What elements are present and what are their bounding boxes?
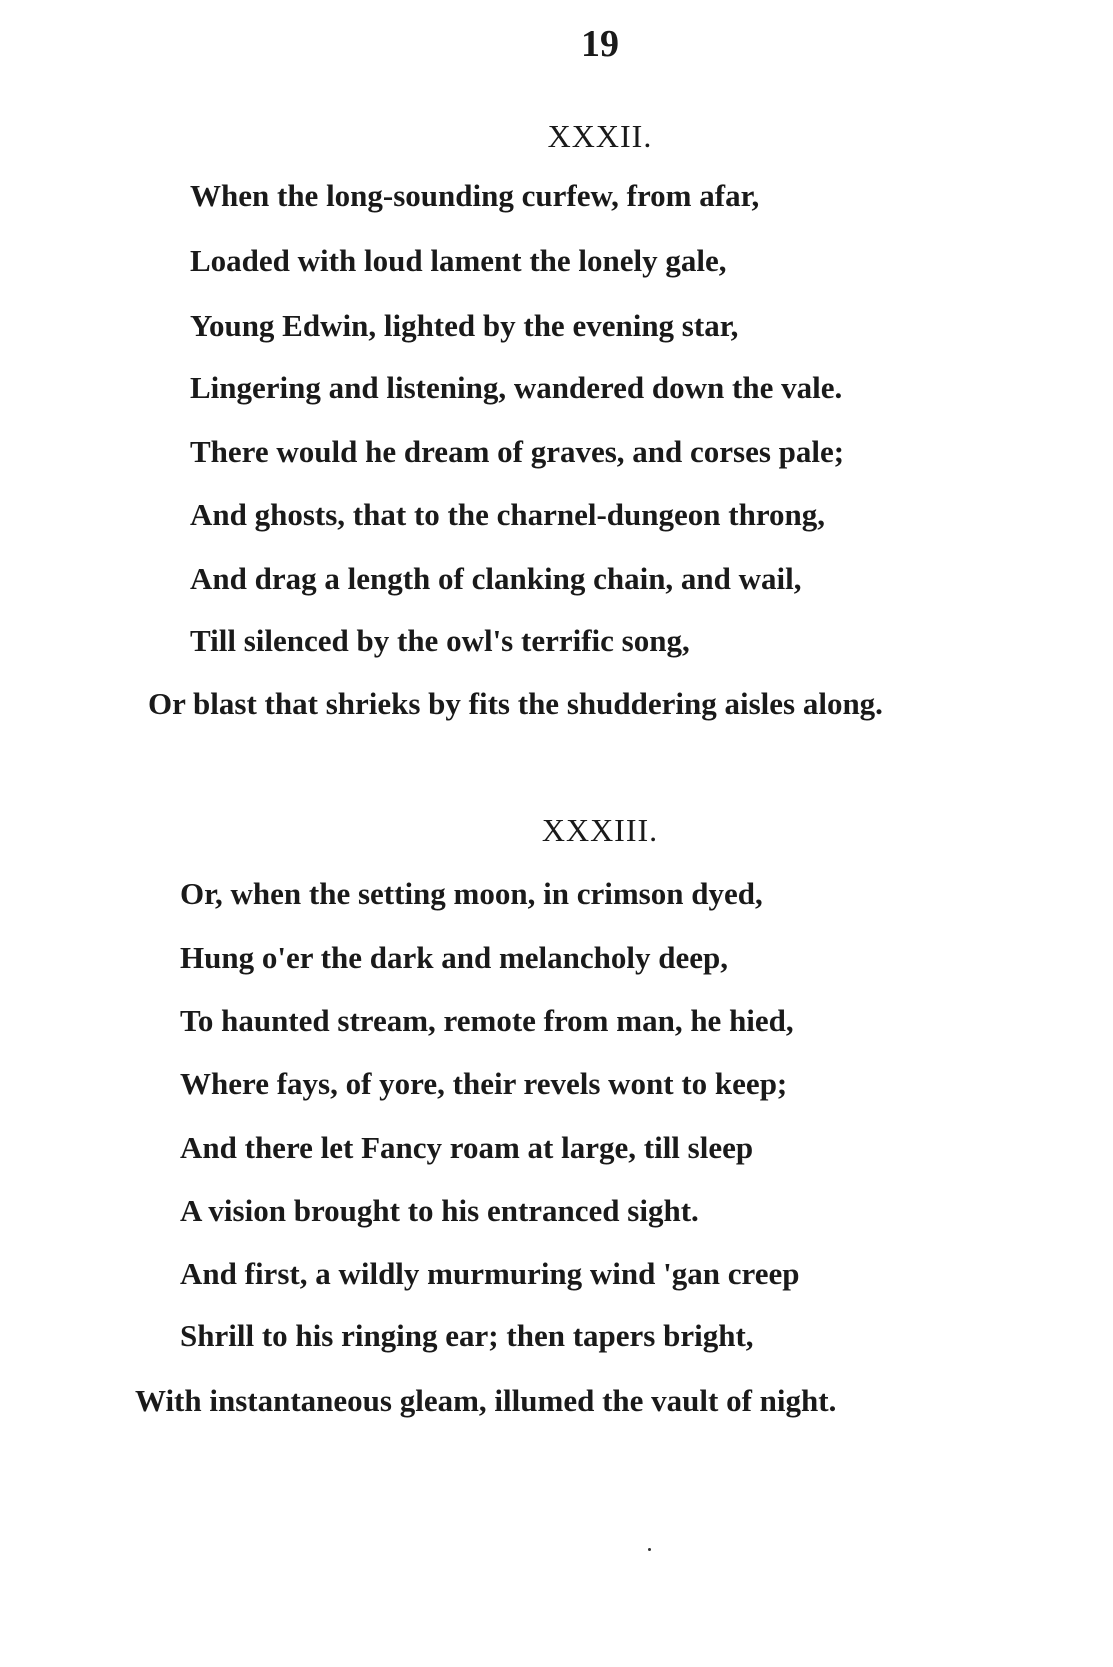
print-speck bbox=[648, 1548, 651, 1551]
verse-line: Lingering and listening, wandered down the vale. bbox=[190, 370, 843, 405]
page-number: 19 bbox=[581, 23, 619, 65]
verse-line: Where fays, of yore, their revels wont to keep; bbox=[180, 1066, 788, 1101]
verse-line: To haunted stream, remote from man, he hied, bbox=[180, 1003, 794, 1038]
verse-line: Hung o'er the dark and melancholy deep, bbox=[180, 940, 729, 975]
verse-line: And ghosts, that to the charnel-dungeon throng, bbox=[190, 497, 826, 532]
verse-line: Loaded with loud lament the lonely gale, bbox=[190, 243, 727, 278]
verse-line: Till silenced by the owl's terrific song, bbox=[190, 623, 690, 658]
verse-line: With instantaneous gleam, illumed the vault of night. bbox=[135, 1383, 837, 1418]
verse-line: And first, a wildly murmuring wind 'gan creep bbox=[180, 1256, 800, 1291]
verse-line: When the long-sounding curfew, from afar, bbox=[190, 178, 760, 213]
verse-line: And drag a length of clanking chain, and wail, bbox=[190, 561, 802, 596]
verse-line: Shrill to his ringing ear; then tapers bright, bbox=[180, 1318, 754, 1353]
verse-line: There would he dream of graves, and corses pale; bbox=[190, 434, 845, 469]
verse-line: Or, when the setting moon, in crimson dyed, bbox=[180, 876, 763, 911]
verse-line: Young Edwin, lighted by the evening star, bbox=[190, 308, 739, 343]
stanza-number: XXXII. bbox=[547, 118, 653, 154]
verse-line: Or blast that shrieks by fits the shuddering aisles along. bbox=[148, 686, 883, 721]
verse-line: And there let Fancy roam at large, till sleep bbox=[180, 1130, 754, 1165]
stanza-number: XXXIII. bbox=[541, 812, 659, 848]
verse-line: A vision brought to his entranced sight. bbox=[180, 1193, 699, 1228]
